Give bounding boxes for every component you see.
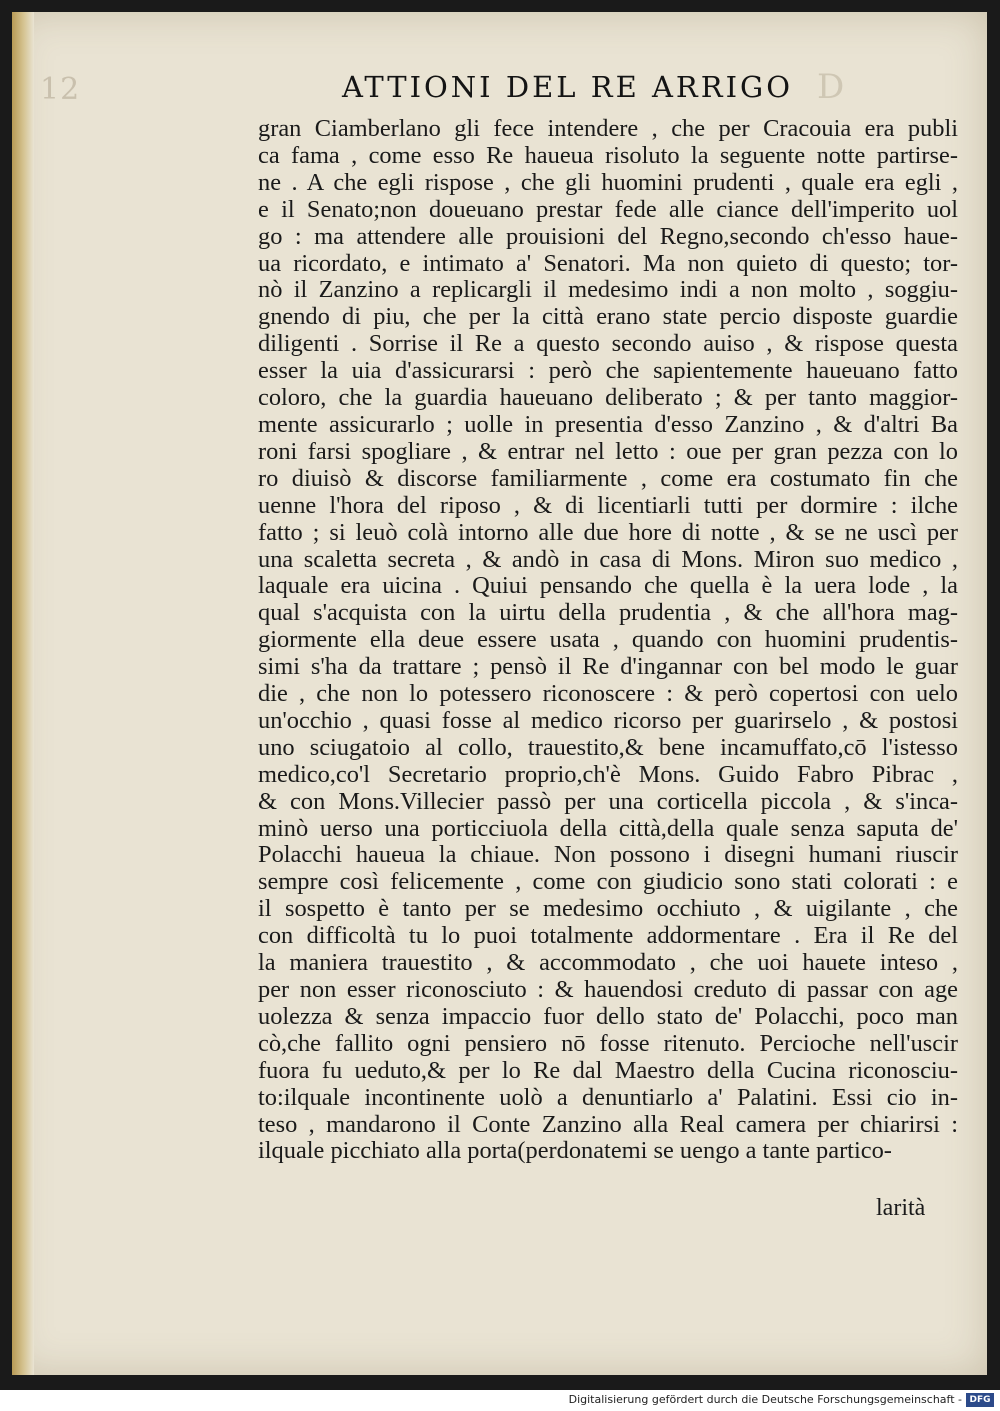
text-line: il sospetto è tanto per se medesimo occhiuto , & uigilante , che xyxy=(258,895,958,923)
text-line: teso , mandarono il Conte Zanzino alla Real camera per chiarirsi : xyxy=(258,1110,958,1138)
text-line: go : ma attendere alle prouisioni del Regno,secondo ch'esso haue- xyxy=(258,222,958,250)
book-page xyxy=(12,12,987,1375)
text-line: cò,che fallito ogni pensiero nō fosse ritenuto. Percioche nell'uscir xyxy=(258,1029,958,1057)
text-line: uolezza & senza impaccio fuor dello stato de' Polacchi, poco man xyxy=(258,1002,958,1030)
text-line: & con Mons.Villecier passò per una corticella piccola , & s'inca- xyxy=(258,787,958,815)
text-line: gnendo di piu, che per la città erano state percio disposte guardie xyxy=(258,303,958,331)
text-line: die , che non lo potessero riconoscere : & però copertosi con uelo xyxy=(258,680,958,708)
text-line: fuora fu ueduto,& per lo Re dal Maestro della Cucina riconosciu- xyxy=(258,1056,958,1084)
text-line: per non esser riconosciuto : & hauendosi creduto di passar con age xyxy=(258,976,958,1003)
funding-credit: Digitalisierung gefördert durch die Deutsche Forschungsgemeinschaft - xyxy=(568,1393,962,1406)
page-gutter-edge xyxy=(12,12,34,1375)
text-line: ne . A che egli rispose , che gli huomini prudenti , quale era egli , xyxy=(258,168,958,196)
catchword: larità xyxy=(876,1195,926,1221)
text-line: mente assicurarlo ; uolle in presentia d'esso Zanzino , & d'altri Ba xyxy=(258,410,958,438)
text-line: minò uerso una porticciuola della città,della quale senza saputa de' xyxy=(258,814,958,842)
text-line: gran Ciamberlano gli fece intendere , che per Cracouia era publi xyxy=(258,115,958,142)
text-line: diligenti . Sorrise il Re a questo secondo auiso , & rispose questa xyxy=(258,330,958,358)
text-line: un'occhio , quasi fosse al medico ricorso per guarirselo , & postosi xyxy=(258,706,958,734)
text-line: ca fama , come esso Re haueua risoluto la seguente notte partirse- xyxy=(258,141,958,169)
text-line: Polacchi haueua la chiaue. Non possono i disegni humani riuscir xyxy=(258,841,958,869)
bleed-through-page-number: 12 xyxy=(40,72,81,107)
text-line: giormente ella deue essere usata , quando con huomini prudentis- xyxy=(258,626,958,654)
text-line: uenne l'hora del riposo , & di licentiarli tutti per dormire : ilche xyxy=(258,491,958,519)
running-head: ATTIONI DEL RE ARRIGO xyxy=(342,70,793,104)
bleed-through-letter: D xyxy=(817,67,849,107)
text-line: e il Senato;non doueuano prestar fede alle ciance dell'imperito uol xyxy=(258,195,958,223)
dfg-logo: DFG xyxy=(966,1393,994,1407)
text-line: ilquale picchiato alla porta(perdonatemi se uengo a tante partico- xyxy=(258,1137,892,1165)
text-line: coloro, che la guardia haueuano deliberato ; & per tanto maggior- xyxy=(258,384,958,412)
text-line: uno sciugatoio al collo, trauestito,& bene incamuffato,cō l'istesso xyxy=(258,733,958,761)
text-line: roni farsi spogliare , & entrar nel letto : oue per gran pezza con lo xyxy=(258,437,958,465)
text-line: sempre così felicemente , come con giudicio sono stati colorati : e xyxy=(258,868,958,896)
text-line: ua ricordato, e intimato a' Senatori. Ma non quieto di questo; tor- xyxy=(258,249,958,277)
text-line: fatto ; si leuò colà intorno alle due hore di notte , & se ne uscì per xyxy=(258,518,958,546)
footer-bar xyxy=(0,1390,1000,1411)
text-line: esser la uia d'assicurarsi : però che sapientemente haueuano fatto xyxy=(258,357,958,385)
text-line: qual s'acquista con la uirtu della prudentia , & che all'hora mag- xyxy=(258,599,958,627)
text-line: laquale era uicina . Quiui pensando che quella è la uera lode , la xyxy=(258,572,958,600)
text-line: simi s'ha da trattare ; pensò il Re d'ingannar con bel modo le guar xyxy=(258,653,958,681)
text-line: nò il Zanzino a replicargli il medesimo indi a non molto , soggiu- xyxy=(258,276,958,304)
text-line: medico,co'l Secretario proprio,ch'è Mons. Guido Fabro Pibrac , xyxy=(258,760,958,788)
text-line: con difficoltà tu lo puoi totalmente addormentare . Era il Re del xyxy=(258,922,958,950)
text-line: to:ilquale incontinente uolò a denuntiarlo a' Palatini. Essi cio in- xyxy=(258,1083,958,1111)
text-line: ro diuisò & discorse familiarmente , come era costumato fin che xyxy=(258,464,958,492)
text-line: la maniera trauestito , & accommodato , che uoi hauete inteso , xyxy=(258,949,958,977)
body-text xyxy=(258,116,958,1165)
text-line: una scaletta secreta , & andò in casa di Mons. Miron suo medico , xyxy=(258,545,958,573)
